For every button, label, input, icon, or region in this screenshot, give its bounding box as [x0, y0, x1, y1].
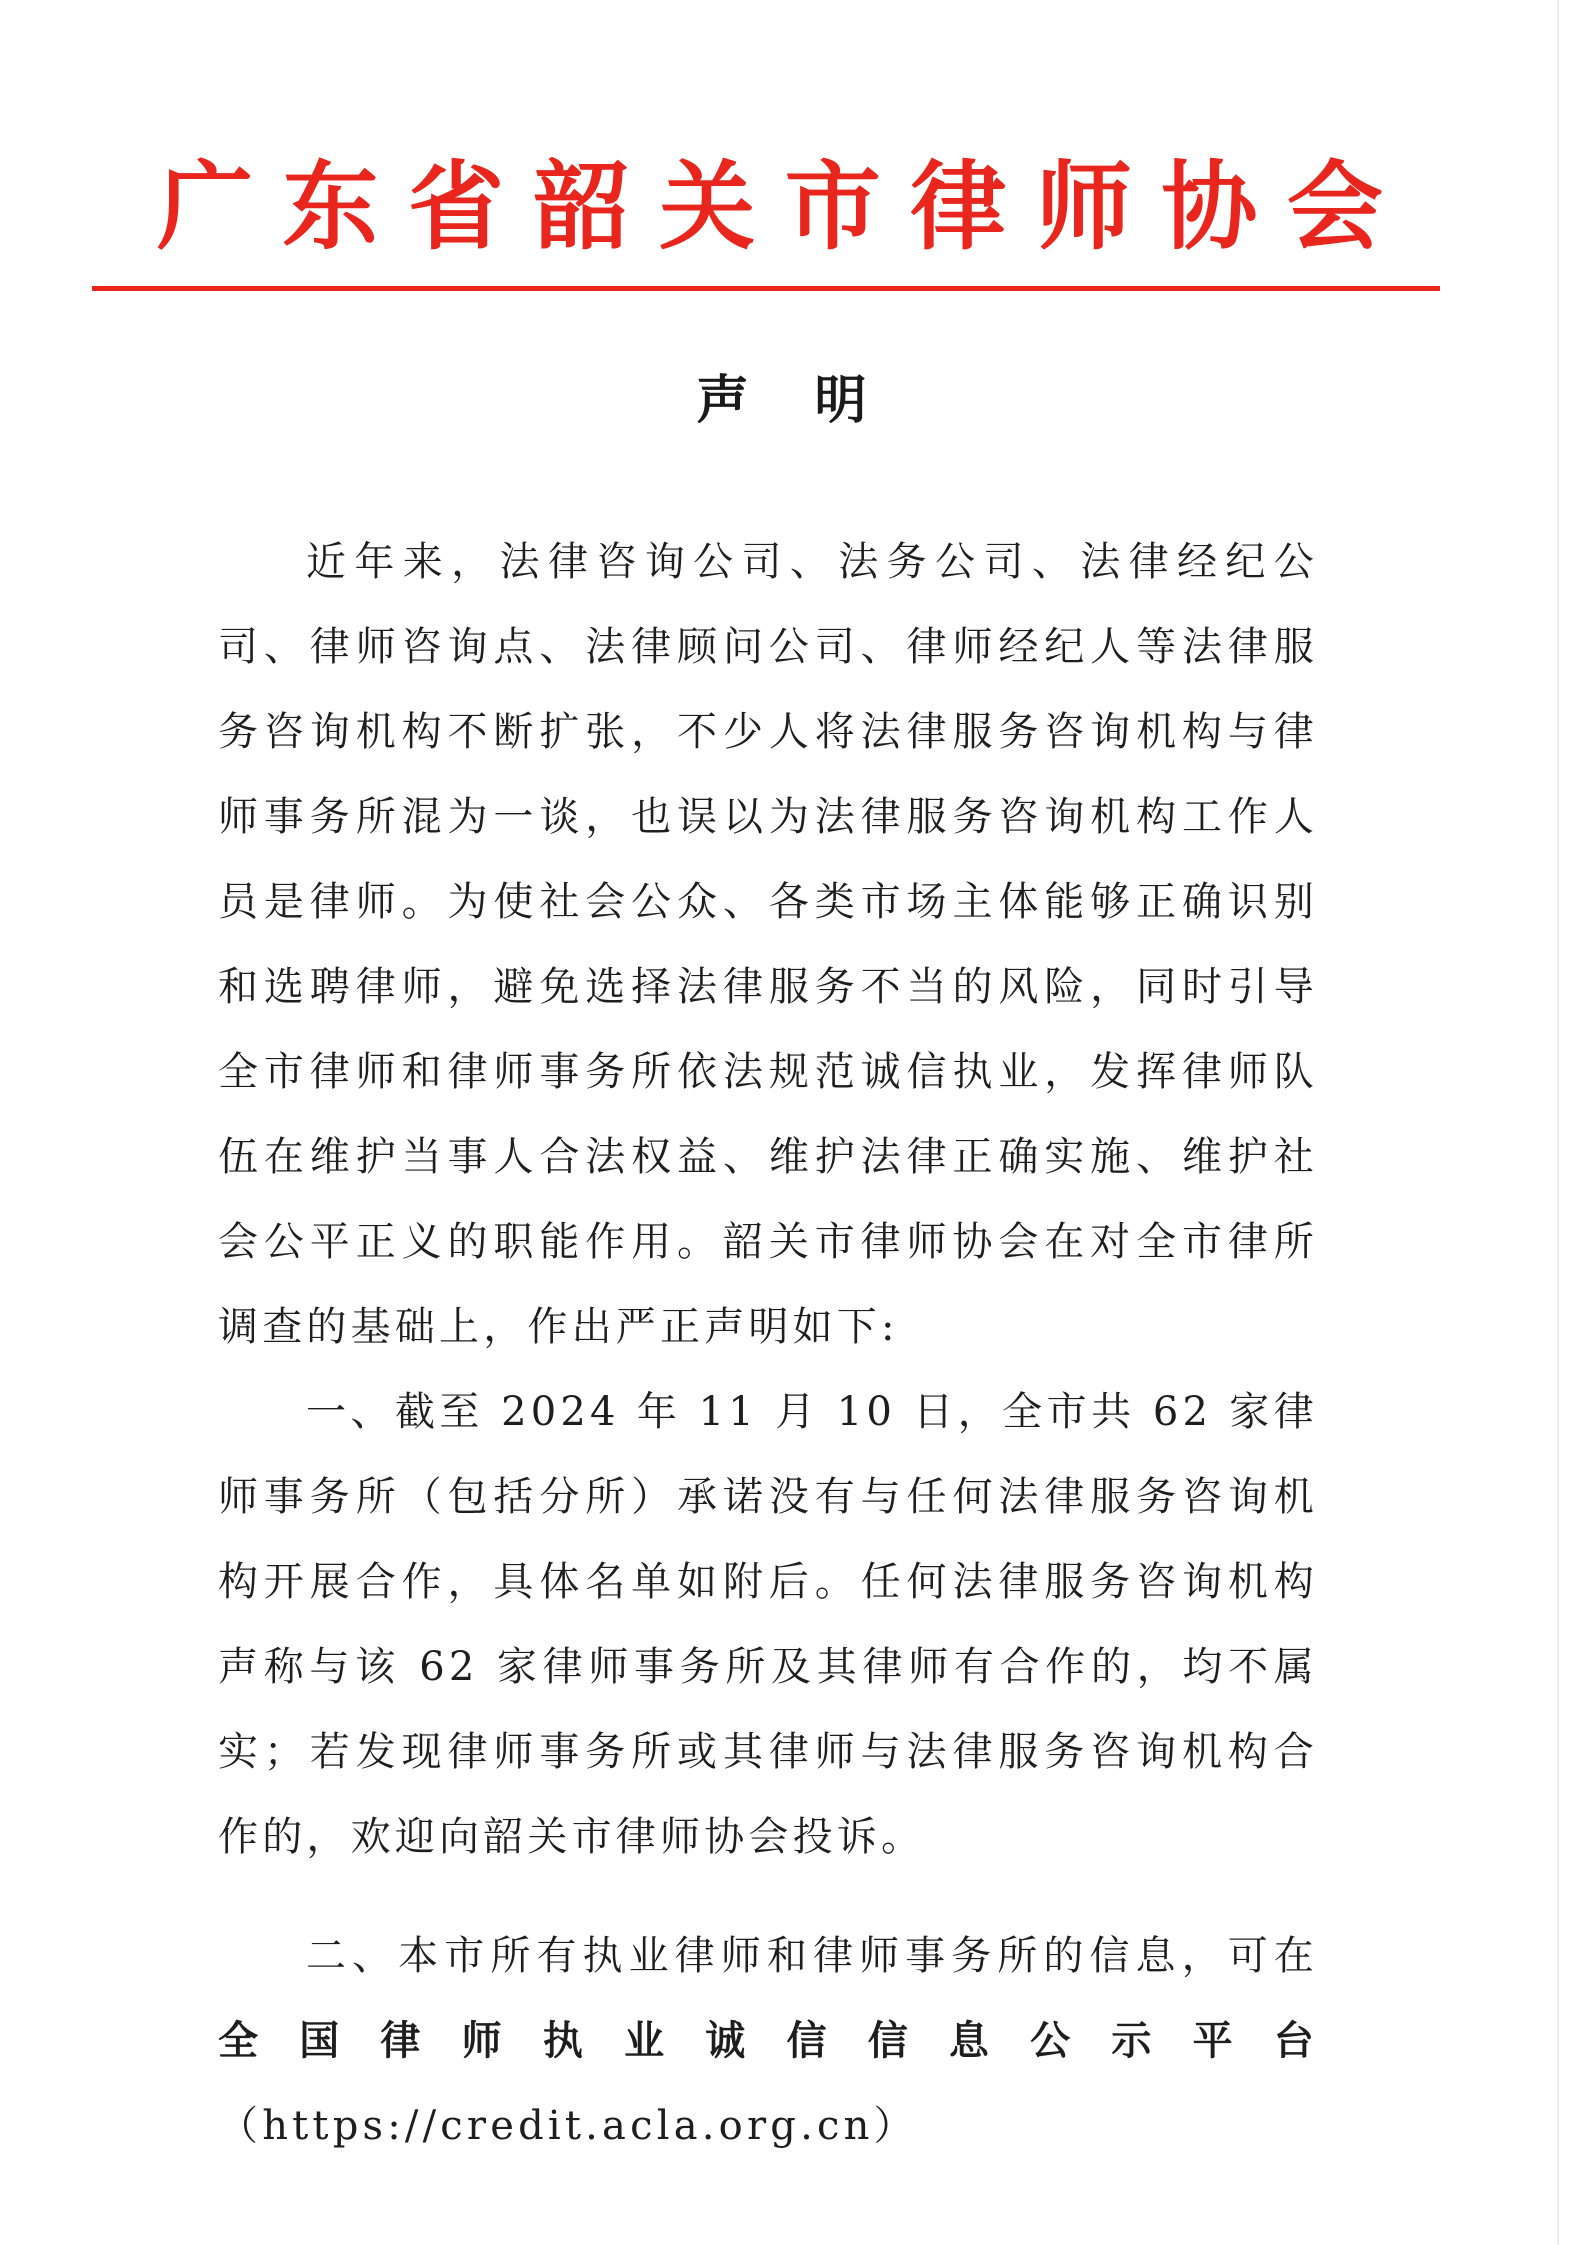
org-char: 协	[1161, 151, 1258, 263]
org-char: 省	[408, 151, 505, 263]
paragraph-item-two-prefix: 二、本市所有执业律师和律师事务所的信息，可在	[306, 1933, 1318, 1979]
paragraph-intro: 近年来，法律咨询公司、法务公司、法律经纪公司、律师咨询点、法律顾问公司、律师经纪人等法律服务咨询机构不断扩张，不少人将法律服务咨询机构与律师事务所混为一谈，也误以为法律服务咨询机构工作人员是律师。为使社会公众、各类市场主体能够正确识别和选聘律师，避免选择法律服务不当的风险，同时引导全市律师和律师事务所依法规范诚信执业，发挥律师队伍在维护当事人合法权益、维护法律正确实施、维护社会公平正义的职能作用。韶关市律师协会在对全市律所调查的基础上，作出严正声明如下:	[218, 539, 1318, 1350]
org-char: 师	[1035, 151, 1132, 263]
platform-name: 全国律师执业诚信信息公示平台	[218, 2018, 1318, 2064]
document-body	[218, 520, 1318, 2169]
org-char: 韶	[533, 151, 630, 263]
letterhead-org-name	[150, 150, 1390, 265]
org-char: 广	[157, 151, 253, 263]
org-char: 东	[282, 151, 379, 263]
org-char: 市	[784, 151, 881, 263]
org-char: 关	[659, 151, 756, 263]
paragraph-item-one: 一、截至 2024 年 11 月 10 日，全市共 62 家律师事务所（包括分所）承诺没有与任何法律服务咨询机构开展合作，具体名单如附后。任何法律服务咨询机构声称与该 62 家律师事务所及其律师有合作的，均不属实；若发现律师事务所或其律师与法律服务咨询机构合作的，欢迎向韶关市律师协会投诉。	[218, 1389, 1318, 1860]
platform-url: （https://credit.acla.org.cn）	[218, 2103, 918, 2149]
letterhead-red-rule	[92, 286, 1440, 291]
document-title: 声 明	[696, 371, 891, 431]
org-char: 会	[1286, 151, 1383, 263]
paragraph-item-two	[218, 1914, 1318, 2169]
org-char: 律	[910, 151, 1007, 263]
scan-edge	[1557, 0, 1559, 2245]
